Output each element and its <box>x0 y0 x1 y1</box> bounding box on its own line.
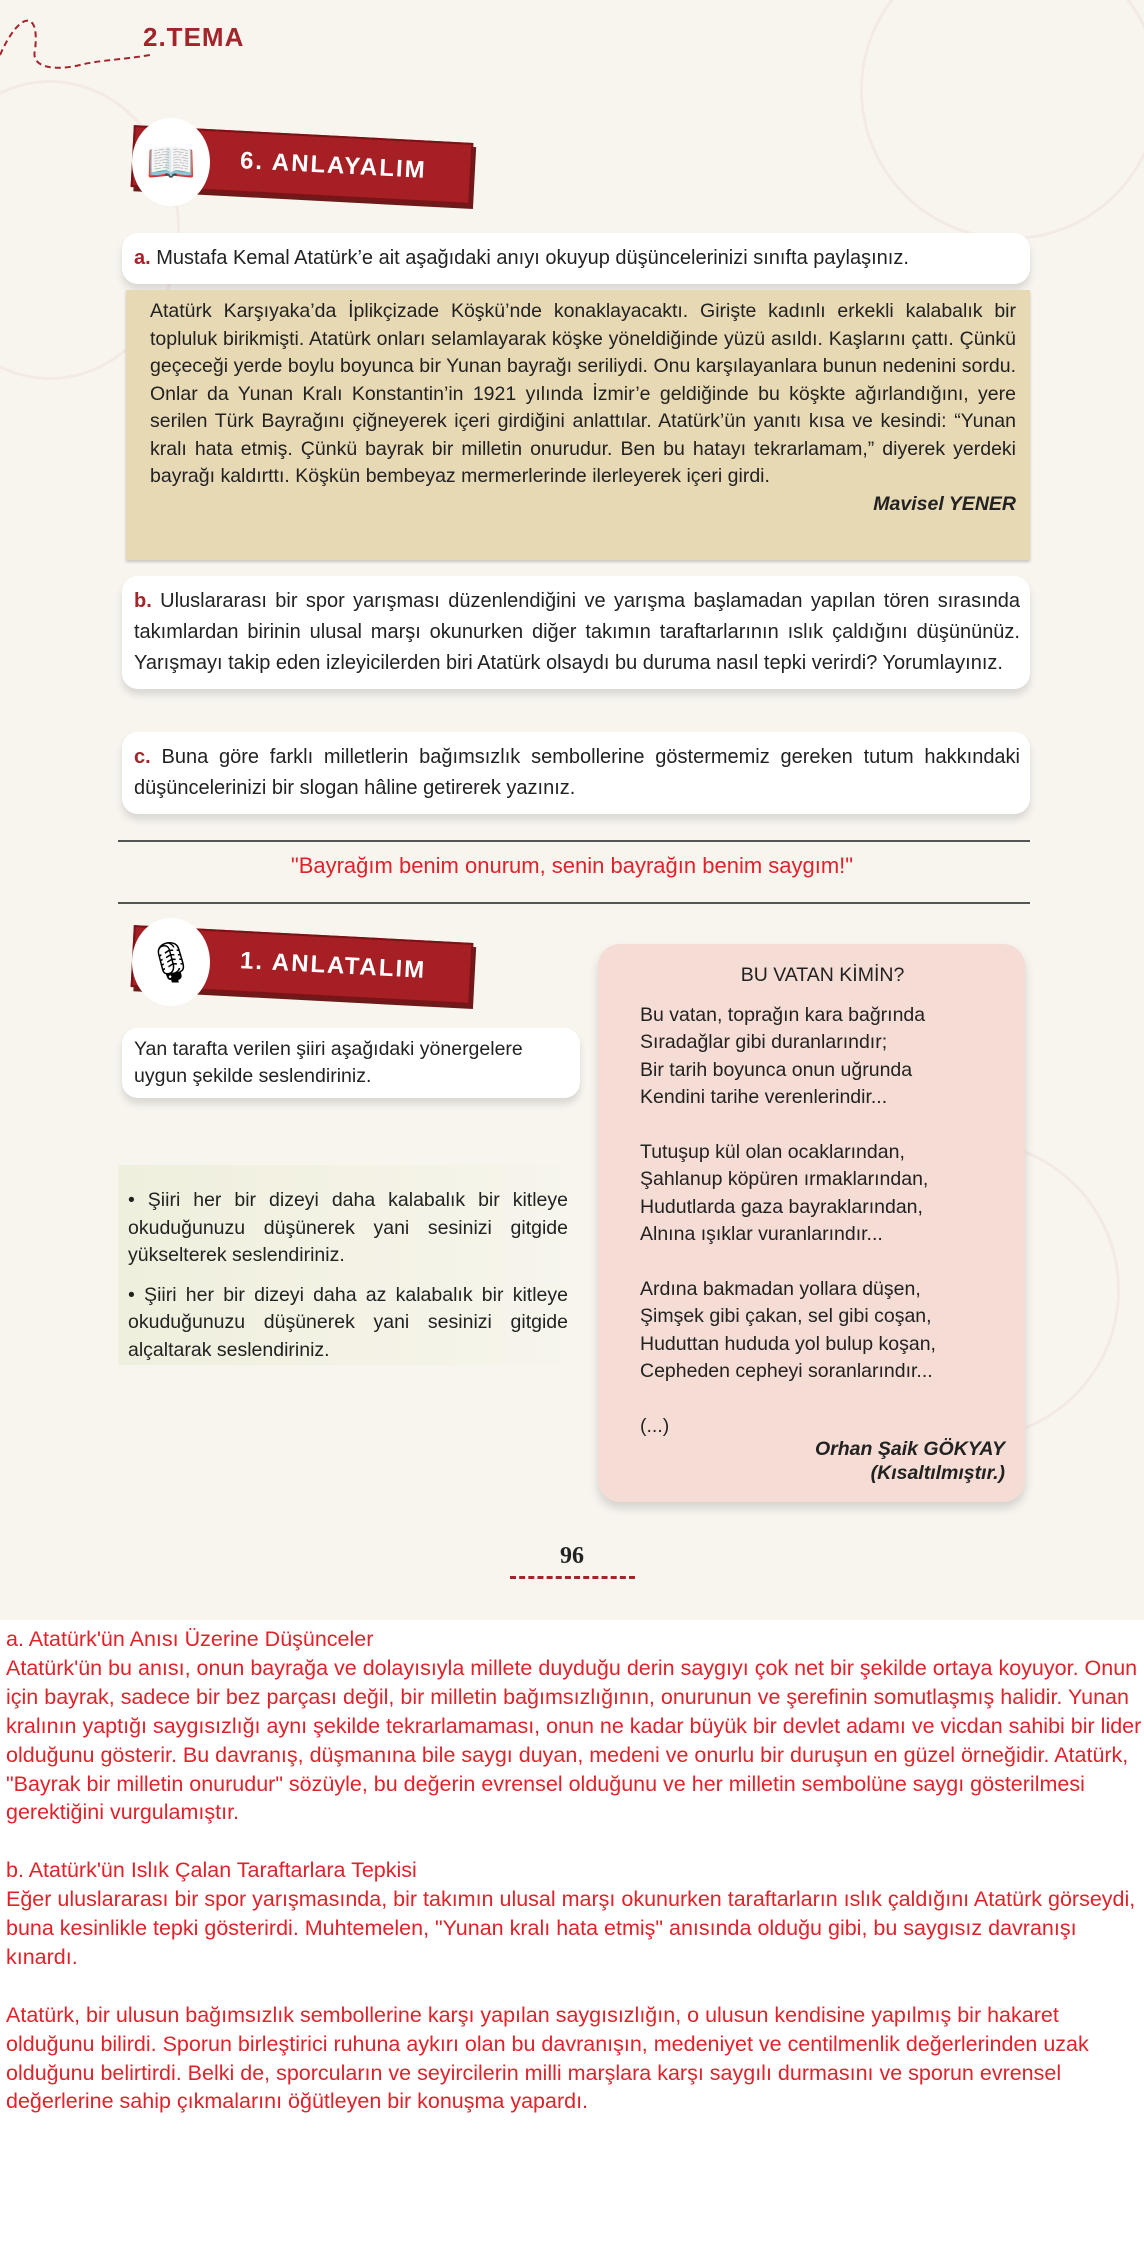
memoir-passage <box>126 290 1030 560</box>
question-b: b. Uluslararası bir spor yarışması düzenlendiğini ve yarışma başlamadan yapılan tören sırasında takımlardan birinin ulusal marşı okunurken diğer takımın taraftarlarının ıslık çaldığını düşününüz. Yarışmayı takip eden izleyicilerden biri Atatürk olsaydı bu duruma nasıl tepki verirdi? Yorumlayınız. <box>122 576 1030 689</box>
answer-a-title: a. Atatürk'ün Anısı Üzerine Düşünceler <box>6 1627 374 1651</box>
poem-stanza: Tutuşup kül olan ocaklarından, Şahlanup köpüren ırmaklarından, Hudutlarda gaza bayraklarından, Alnına ışıklar vuranlarındır... <box>640 1140 929 1245</box>
poem-title: BU VATAN KİMİN? <box>740 964 905 986</box>
page-number-underline <box>510 1576 635 1579</box>
poem-box <box>598 944 1025 1502</box>
answer-a-text: Atatürk'ün bu anısı, onun bayrağa ve dolayısıyla millete duyduğu derin saygıyı çok net bir şekilde ortaya koyuyor. Onun için bayrak, sadece bir bez parçası değil, bir milletin bağımsızlığının, onurunun ve şerefinin somutlaşmış halidir. Yunan kralının yaptığı saygısızlığı aynı şekilde tekrarlamaması, onun ne kadar büyük bir devlet adamı ve vicdan sahibi bir lider olduğunu gösterir. Bu davranış, düşmanına bile saygı duyan, medeni ve onurlu bir duruşun en güzel örneğidir. Atatürk, "Bayrak bir milletin onurudur" sözüyle, bu değerin evrensel olduğunu ve her milletin sembolüne saygı gösterilmesi gerektiğini vurgulamıştır. <box>6 1655 1142 1825</box>
theme-heading: 2.TEMA <box>143 22 245 52</box>
poem-author: Orhan Şaik GÖKYAY <box>815 1438 1005 1460</box>
bullet-item: • Şiiri her bir dizeyi daha az kalabalık bir kitleye okuduğunuzu düşünerek yani sesinizi gitgide alçaltarak seslendiriniz. <box>128 1283 568 1361</box>
divider <box>118 902 1030 904</box>
page-number: 96 <box>560 1543 584 1569</box>
poem-note: (Kısaltılmıştır.) <box>870 1461 1005 1484</box>
answer-b-text: Eğer uluslararası bir spor yarışmasında, bir takımın ulusal marşı okunurken taraftarların ıslık çaldığını Atatürk görseydi, buna kesinlikle tepki gösterirdi. Muhtemelen, "Yunan kralı hata etmiş" anısında olduğu gibi, bu saygısız davranışı kınardı. <box>6 1887 1136 1969</box>
instruction-bullets <box>118 1165 580 1365</box>
poem-stanza: Ardına bakmadan yollara düşen, Şimşek gibi çakan, sel gibi coşan, Huduttan hududa yol bulup koşan, Cepheden cepheyi soranlarındır... <box>640 1277 936 1382</box>
anlayalim-banner <box>122 122 472 202</box>
passage-author: Mavisel YENER <box>873 492 1016 515</box>
instruction-box: Yan tarafta verilen şiiri aşağıdaki yönergelere uygun şekilde seslendiriniz. <box>122 1028 580 1098</box>
slogan-answer: "Bayrağım benim onurum, senin bayrağın benim saygım!" <box>290 853 854 878</box>
bullet-item: • Şiiri her bir dizeyi daha kalabalık bir kitleye okuduğunuzu düşünerek yani sesinizi gitgide yükselterek seslendiriniz. <box>128 1189 568 1266</box>
question-a: a. Mustafa Kemal Atatürk’e ait aşağıdaki anıyı okuyup düşüncelerinizi sınıfta paylaşınız. <box>122 233 1030 284</box>
passage-text: Atatürk Karşıyaka’da İplikçizade Köşkü’nde konaklayacaktı. Girişte kadınlı erkekli kalabalık bir topluluk birikmişti. Atatürk onları selamlayarak köşke yöneldiğinde yüzü asıldı. Kaşlarını çattı. Çünkü geçeceği yerde boylu boyunca bir Yunan bayrağı seriliydi. Onu karşılayanlara bunun nedenini sordu. Onlar da Yunan Kralı Konstantin’in 1921 yılında İzmir’e geldiğinde bu köşkte ağırlandığını, yere serilen Türk Bayrağını çiğneyerek içeri girdiğini anlattılar. Atatürk’ün yanıtı kısa ve kesindi: “Yunan kralı hata etmiş. Çünkü bayrak bir milletin onurudur. Ben bu hatayı tekrarlamam,” diyerek yerdeki bayrağı kaldırttı. Köşkün bembeyaz mermerlerinde ilerleyerek içeri girdi. <box>150 300 1016 487</box>
banner-title: 1. ANLATALIM <box>239 947 427 984</box>
anlatalim-banner <box>122 922 472 1002</box>
poem-ellipsis: (...) <box>640 1414 670 1437</box>
microphone-icon: 🎙 <box>132 918 210 1006</box>
question-c: c. Buna göre farklı milletlerin bağımsızlık sembollerine göstermemiz gereken tutum hakkındaki düşüncelerinizi bir slogan hâline getirerek yazınız. <box>122 732 1030 814</box>
banner-title: 6. ANLAYALIM <box>239 147 428 184</box>
divider <box>118 840 1030 842</box>
answer-b-text-2: Atatürk, bir ulusun bağımsızlık sembollerine karşı yapılan saygısızlığın, o ulusun kendisine yapılmış bir hakaret olduğunu bilirdi. Sporun birleştirici ruhuna aykırı olan bu davranışın, medeniyet ve centilmenlik değerlerinden uzak olduğunu belirtirdi. Belki de, sporcuların ve seyircilerin milli marşlara karşı saygılı durmasını ve sporun evrensel değerlerine sahip çıkmalarını öğütleyen bir konuşma yapardı. <box>6 2002 1089 2114</box>
answer-b-title: b. Atatürk'ün Islık Çalan Taraftarlara Tepkisi <box>6 1858 417 1883</box>
dashed-swirl-decoration <box>0 10 160 80</box>
film-reel-decoration <box>860 0 1144 240</box>
answer-text <box>6 1625 1142 2145</box>
book-icon: 📖 <box>132 118 210 206</box>
poem-stanza: Bu vatan, toprağın kara bağrında Sıradağlar gibi duranlarındır; Bir tarih boyunca onun uğrunda Kendini tarihe verenlerindir... <box>640 1003 926 1108</box>
